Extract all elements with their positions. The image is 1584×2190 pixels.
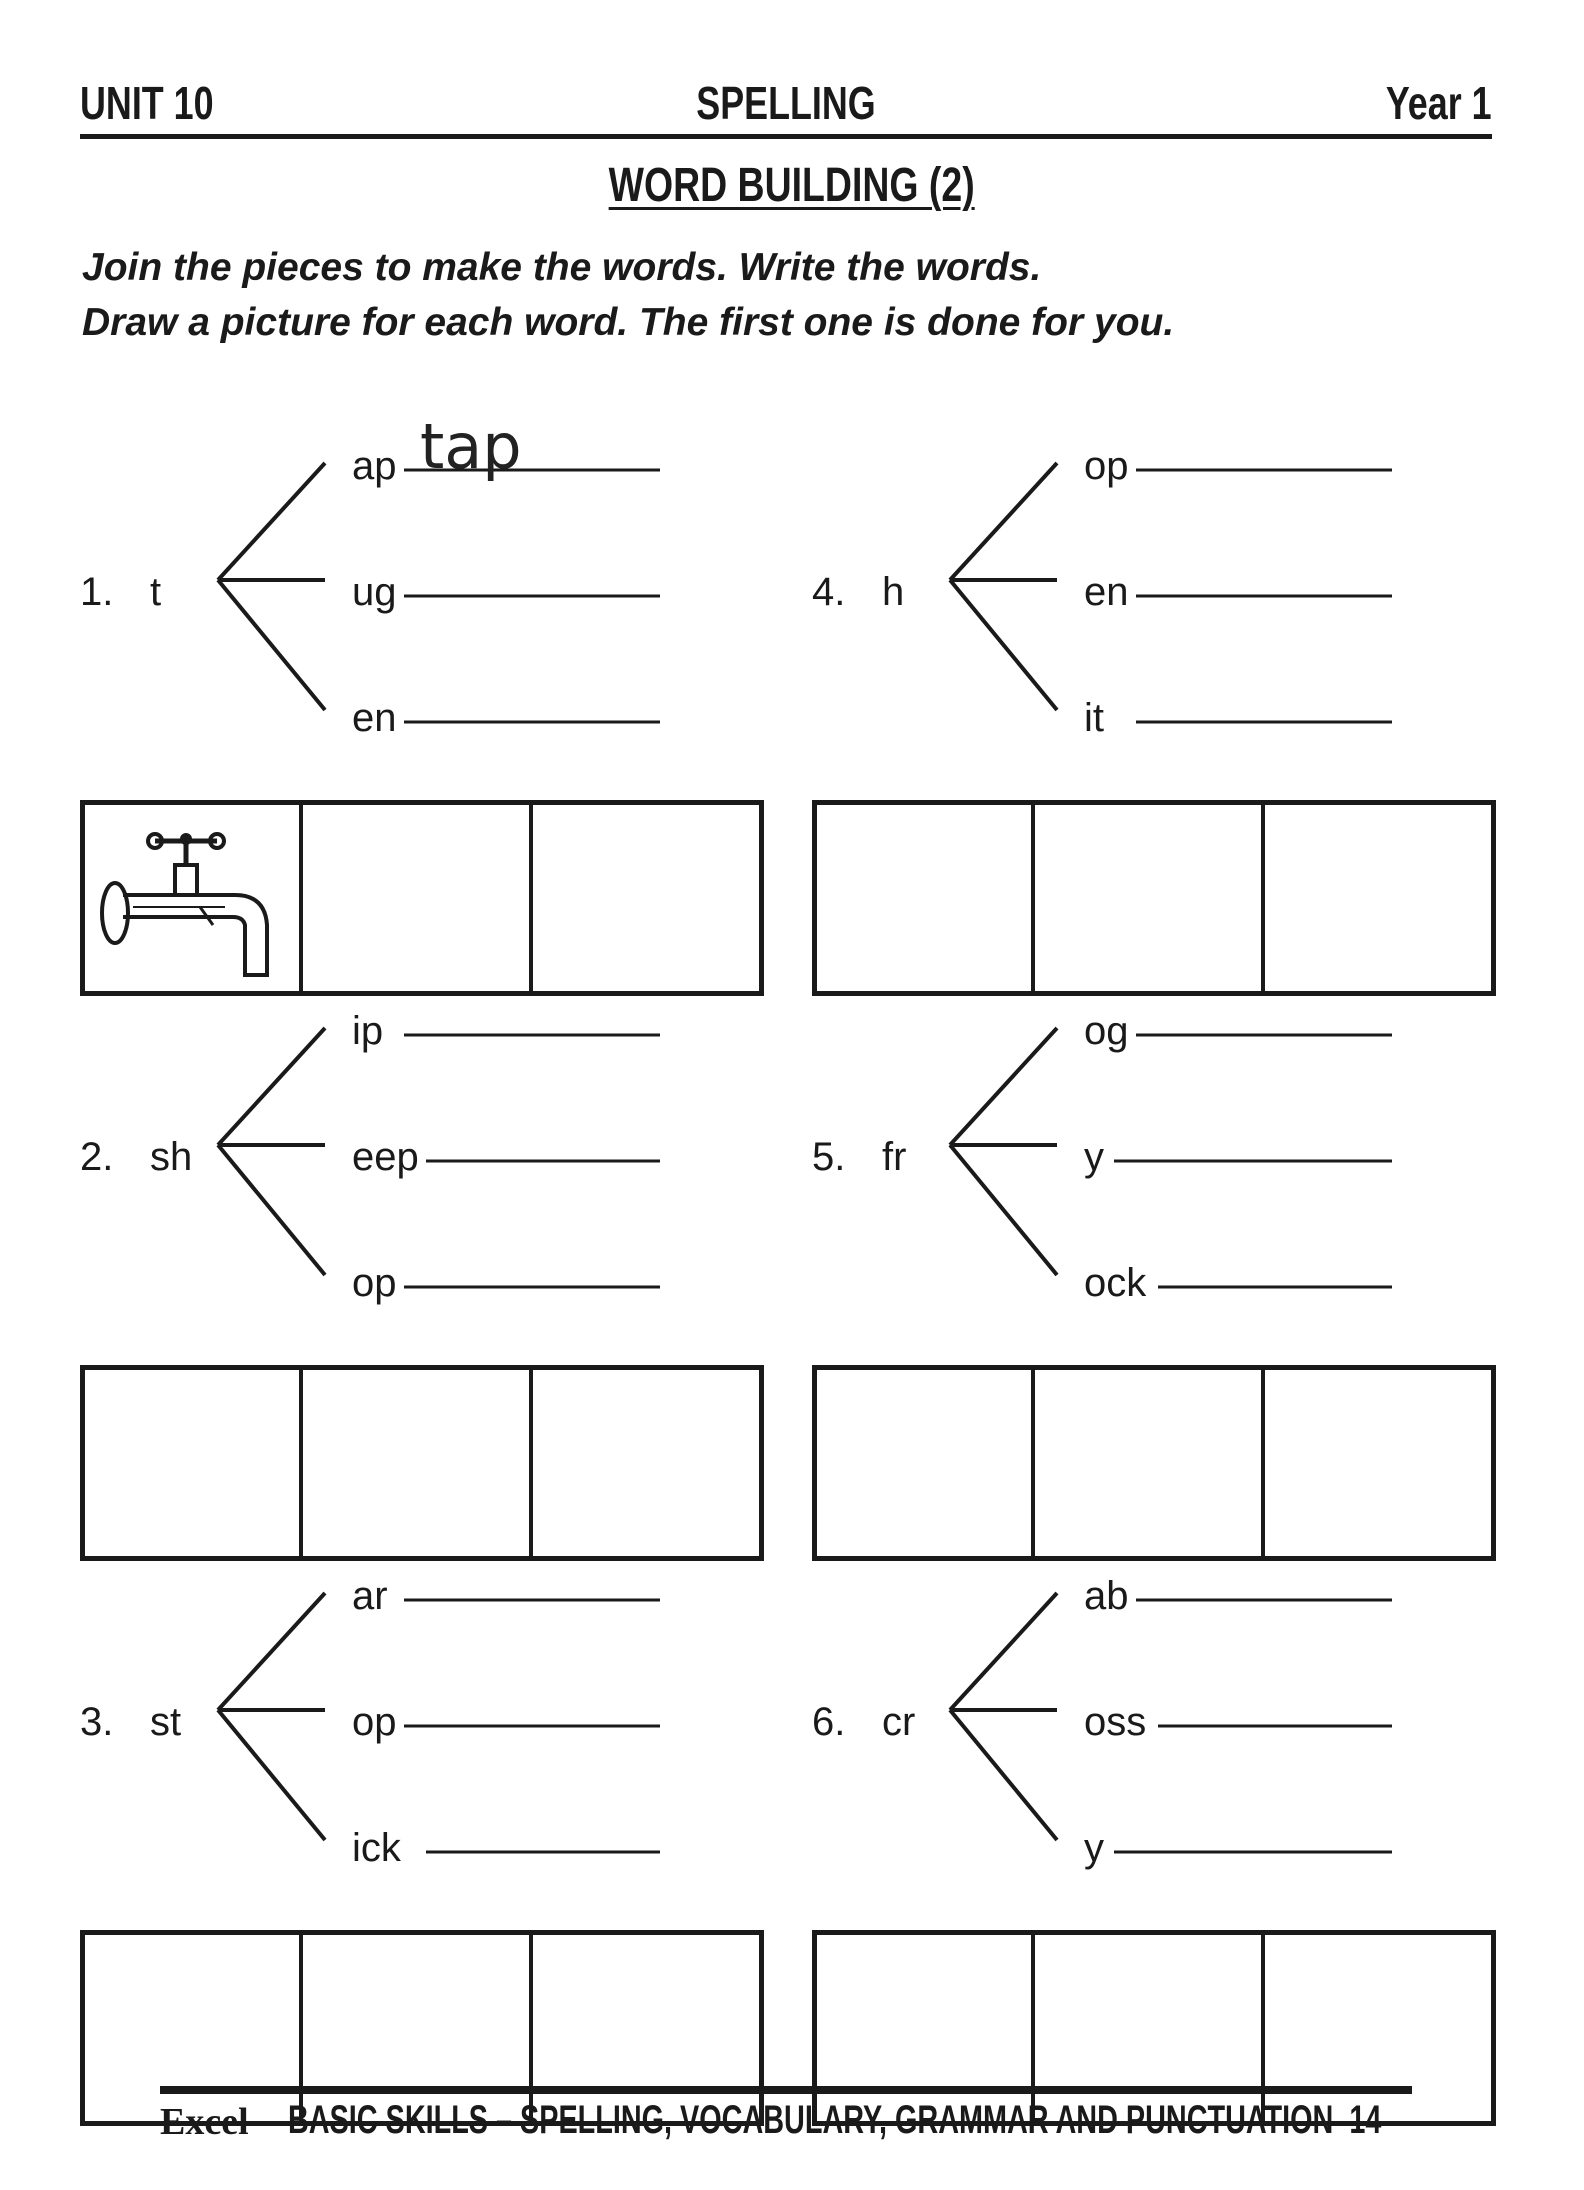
picture-box[interactable] — [85, 805, 303, 991]
word-stem: t — [150, 570, 162, 614]
word-ending: ar — [352, 1574, 388, 1618]
page-header — [80, 70, 1492, 139]
exercise-number: 2. — [80, 1135, 114, 1179]
exercise-6 — [812, 1550, 1492, 2190]
exercise-3 — [80, 1550, 760, 2190]
picture-boxes — [812, 1930, 1496, 2126]
word-stem: fr — [882, 1135, 907, 1179]
word-stem: sh — [150, 1135, 193, 1179]
picture-box[interactable] — [817, 1370, 1035, 1556]
word-ending: ock — [1084, 1261, 1147, 1305]
exercise-number: 5. — [812, 1135, 846, 1179]
word-ending: ick — [352, 1826, 401, 1870]
picture-boxes — [812, 1365, 1496, 1561]
picture-boxes — [80, 800, 764, 996]
word-ending: op — [352, 1261, 397, 1305]
exercise-number: 1. — [80, 570, 114, 614]
instructions — [82, 240, 1502, 350]
picture-box[interactable] — [1265, 1370, 1491, 1556]
handwritten-answer: tap — [420, 410, 522, 483]
year-label: Year 1 — [1386, 77, 1492, 129]
word-ending: it — [1084, 696, 1104, 740]
word-ending: op — [352, 1700, 397, 1744]
instruction-line-2: Draw a picture for each word. The first one is done for you. — [82, 301, 1175, 344]
word-ending: og — [1084, 1009, 1129, 1053]
worksheet-subtitle: WORD BUILDING (2) — [608, 159, 976, 212]
word-ending: oss — [1084, 1700, 1147, 1744]
footer-text: BASIC SKILLS – SPELLING, VOCABULARY, GRAMMAR AND PUNCTUATION 14 — [288, 2098, 1382, 2142]
exercise-number: 3. — [80, 1700, 114, 1744]
word-ending: ap — [352, 444, 397, 488]
footer-rule — [160, 2086, 1412, 2094]
word-ending: eep — [352, 1135, 419, 1179]
exercise-number: 6. — [812, 1700, 846, 1744]
word-ending: ug — [352, 570, 397, 614]
word-stem: h — [882, 570, 905, 614]
picture-box[interactable] — [533, 805, 759, 991]
picture-box[interactable] — [303, 1370, 533, 1556]
footer-brand: Excel — [160, 2101, 249, 2143]
picture-box[interactable] — [1035, 805, 1265, 991]
picture-box[interactable] — [1035, 1370, 1265, 1556]
word-ending: en — [1084, 570, 1129, 614]
word-ending: en — [352, 696, 397, 740]
word-ending: op — [1084, 444, 1129, 488]
picture-box[interactable] — [1265, 805, 1491, 991]
page-footer — [160, 2098, 1412, 2148]
picture-box[interactable] — [533, 1370, 759, 1556]
exercise-2 — [80, 985, 760, 1625]
picture-box[interactable] — [303, 805, 533, 991]
picture-boxes — [812, 800, 1496, 996]
word-stem: st — [150, 1700, 182, 1744]
word-ending: ip — [352, 1009, 384, 1053]
word-ending: ab — [1084, 1574, 1129, 1618]
picture-boxes — [80, 1930, 764, 2126]
word-stem: cr — [882, 1700, 916, 1744]
page-number: 14 — [1349, 2098, 1382, 2142]
exercise-4 — [812, 420, 1492, 1060]
unit-label: UNIT 10 — [80, 77, 214, 129]
exercise-5 — [812, 985, 1492, 1625]
header-title: SPELLING — [696, 77, 876, 129]
exercise-1 — [80, 410, 760, 1060]
tap-icon — [95, 825, 290, 980]
picture-boxes — [80, 1365, 764, 1561]
picture-box[interactable] — [817, 805, 1035, 991]
word-ending: y — [1084, 1135, 1104, 1179]
instruction-line-1: Join the pieces to make the words. Write the words. — [82, 246, 1042, 289]
exercise-number: 4. — [812, 570, 846, 614]
picture-box[interactable] — [85, 1370, 303, 1556]
word-ending: y — [1084, 1826, 1104, 1870]
